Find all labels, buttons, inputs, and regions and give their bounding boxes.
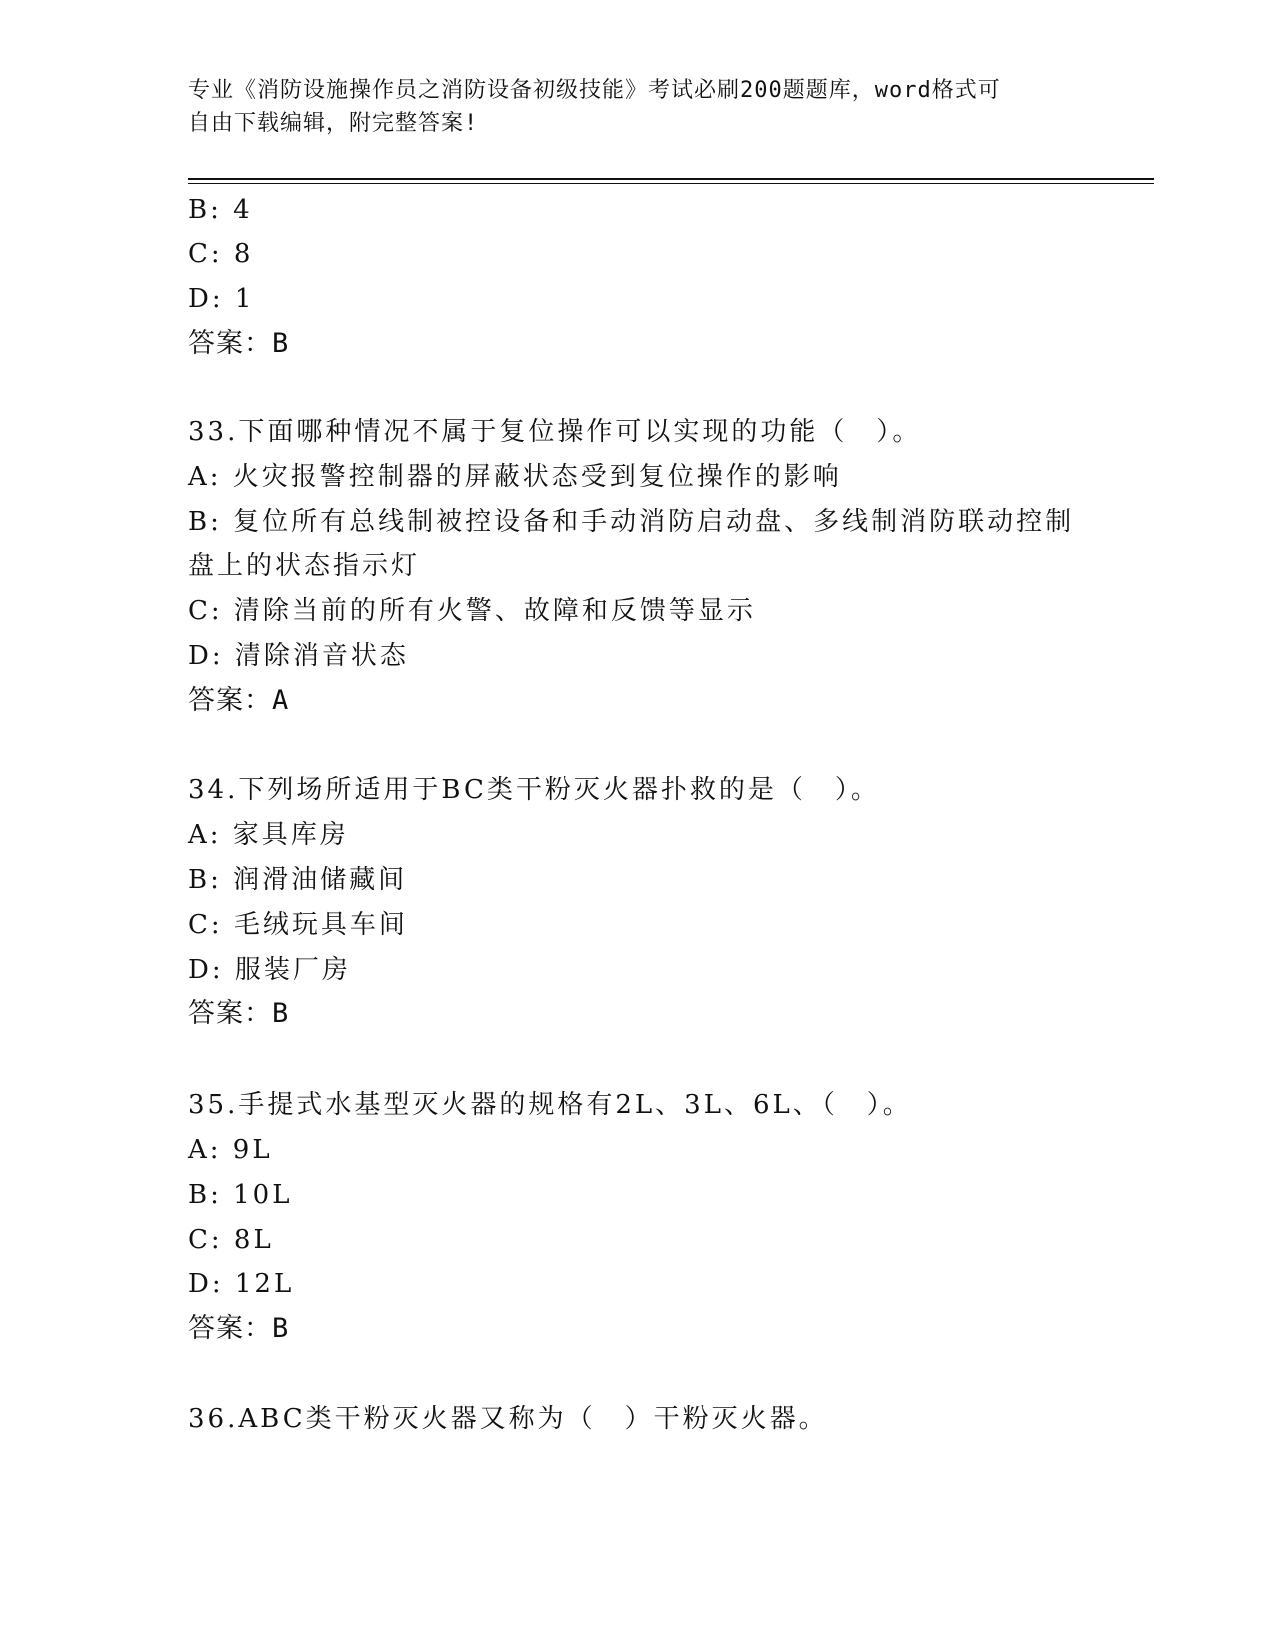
q33-option-d: D: 清除消音状态 <box>188 641 409 671</box>
q33-option-b-line-1: B: 复位所有总线制被控设备和手动消防启动盘、多线制消防联动控制 <box>188 507 1075 537</box>
q32-option-c: C: 8 <box>188 239 254 269</box>
q33-answer: 答案：A <box>188 685 290 716</box>
header-divider-thick <box>188 178 1154 180</box>
header-title-line-1: 专业《消防设施操作员之消防设备初级技能》考试必刷200题题库，word格式可 <box>188 78 1001 103</box>
q33-stem: 33.下面哪种情况不属于复位操作可以实现的功能（ ）。 <box>188 417 922 447</box>
q35-answer: 答案：B <box>188 1313 290 1344</box>
q34-answer: 答案：B <box>188 998 290 1029</box>
q35-option-b: B: 10L <box>188 1180 293 1210</box>
q32-answer: 答案：B <box>188 328 290 359</box>
q33-option-b-line-2: 盘上的状态指示灯 <box>188 551 421 581</box>
q34-option-d: D: 服装厂房 <box>188 955 351 985</box>
q33-option-a: A: 火灾报警控制器的屏蔽状态受到复位操作的影响 <box>188 462 842 492</box>
q36-stem: 36.ABC类干粉灭火器又称为（ ）干粉灭火器。 <box>188 1404 828 1434</box>
q34-option-b: B: 润滑油储藏间 <box>188 865 408 895</box>
q34-stem: 34.下列场所适用于BC类干粉灭火器扑救的是（ ）。 <box>188 775 880 805</box>
q32-option-d: D: 1 <box>188 284 255 314</box>
q35-stem: 35.手提式水基型灭火器的规格有2L、3L、6L、（ ）。 <box>188 1090 912 1120</box>
q33-option-c: C: 清除当前的所有火警、故障和反馈等显示 <box>188 596 756 626</box>
q35-option-c: C: 8L <box>188 1225 274 1255</box>
q35-option-d: D: 12L <box>188 1269 295 1299</box>
header-divider-thin <box>188 183 1154 184</box>
q32-option-b: B: 4 <box>188 195 253 225</box>
q34-option-a: A: 家具库房 <box>188 820 349 850</box>
q34-option-c: C: 毛绒玩具车间 <box>188 910 408 940</box>
q35-option-a: A: 9L <box>188 1135 273 1165</box>
document-header <box>188 74 1088 140</box>
header-title-line-2: 自由下载编辑，附完整答案! <box>188 111 479 136</box>
